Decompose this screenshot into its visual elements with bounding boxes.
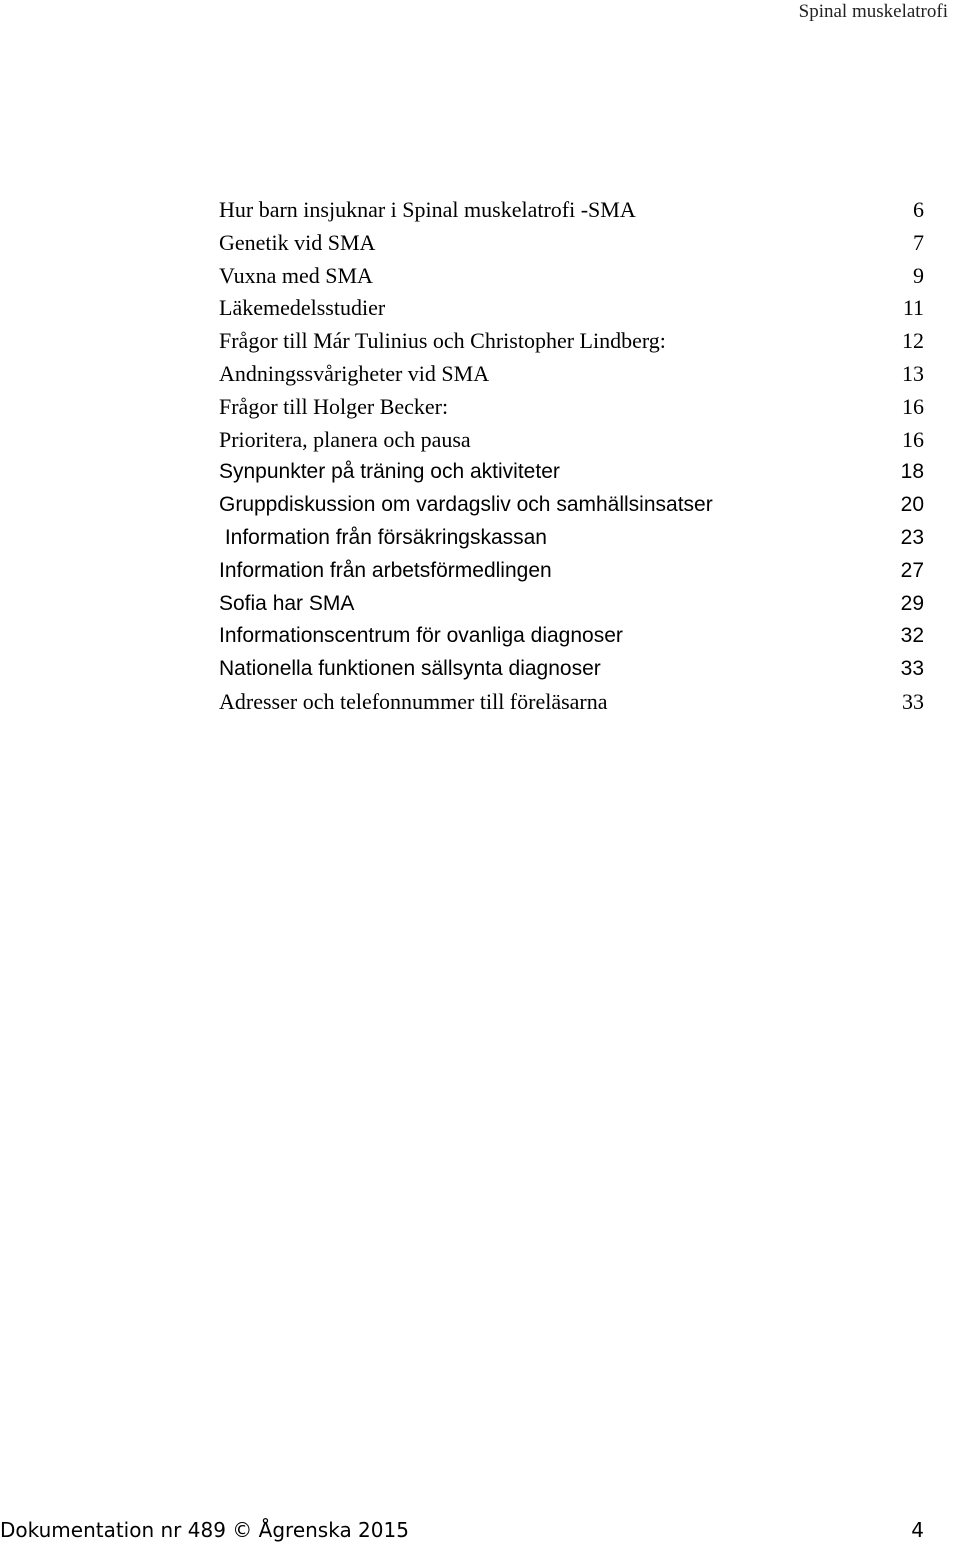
toc-entry-page: 29 — [900, 591, 924, 615]
toc-entry-title: Hur barn insjuknar i Spinal muskelatrofi -SMA — [219, 197, 636, 222]
footer-text: Dokumentation nr 489 © Ågrenska 2015 — [0, 1518, 409, 1542]
toc-entry-title: Frågor till Már Tulinius och Christopher Lindberg: — [219, 328, 666, 354]
toc-entry-title: Andningssvårigheter vid SMA — [219, 360, 490, 386]
toc-entry-title: Sofia har SMA — [219, 591, 355, 615]
toc-entry — [219, 489, 924, 522]
toc-entry-page: 11 — [902, 295, 924, 321]
toc-entry — [219, 391, 924, 424]
toc-entry-page: 27 — [900, 558, 924, 582]
toc-entry-title: Vuxna med SMA — [219, 262, 373, 288]
toc-entry — [219, 522, 924, 555]
toc-entry-page: 13 — [902, 360, 924, 386]
toc-entry-title: Gruppdiskussion om vardagsliv och samhällsinsatser — [219, 493, 713, 517]
toc-entry-title: Adresser och telefonnummer till föreläsarna — [219, 688, 608, 714]
toc-entry-title: Informationscentrum för ovanliga diagnoser — [219, 624, 623, 648]
page-footer — [0, 1516, 924, 1544]
toc-entry-title: Synpunkter på träning och aktiviteter — [219, 460, 560, 484]
toc-entry-page: 23 — [900, 525, 924, 549]
toc-entry — [219, 325, 924, 358]
toc-entry-page: 16 — [902, 426, 924, 452]
toc-entry-page: 9 — [913, 262, 924, 288]
toc-entry-title: Nationella funktionen sällsynta diagnoser — [219, 657, 601, 681]
toc-entry — [219, 194, 924, 227]
toc-entry-title: Information från försäkringskassan — [219, 525, 547, 549]
toc-entry-page: 32 — [900, 624, 924, 648]
toc-entry — [219, 260, 924, 293]
toc-entry-page: 33 — [902, 688, 924, 714]
toc-entry — [219, 555, 924, 588]
toc-entry-title: Läkemedelsstudier — [219, 295, 386, 321]
table-of-contents — [219, 194, 924, 719]
toc-entry-page: 18 — [900, 460, 924, 484]
toc-entry — [219, 588, 924, 621]
toc-entry-title: Genetik vid SMA — [219, 229, 376, 255]
toc-entry — [219, 424, 924, 457]
toc-entry — [219, 358, 924, 391]
toc-entry — [219, 292, 924, 325]
toc-entry-page: 12 — [902, 328, 924, 354]
toc-entry-title: Information från arbetsförmedlingen — [219, 558, 552, 582]
toc-entry — [219, 653, 924, 686]
toc-entry-page: 16 — [902, 393, 924, 419]
toc-entry — [219, 686, 924, 719]
toc-entry-page: 6 — [913, 197, 924, 222]
toc-entry-page: 7 — [913, 229, 924, 255]
toc-entry — [219, 620, 924, 653]
toc-entry — [219, 456, 924, 489]
running-header: Spinal muskelatrofi — [798, 1, 948, 22]
toc-entry-title: Prioritera, planera och pausa — [219, 426, 471, 452]
footer-page-number: 4 — [911, 1518, 924, 1542]
toc-entry-page: 20 — [900, 493, 924, 517]
toc-entry-title: Frågor till Holger Becker: — [219, 393, 449, 419]
toc-entry — [219, 227, 924, 260]
toc-entry-page: 33 — [900, 657, 924, 681]
